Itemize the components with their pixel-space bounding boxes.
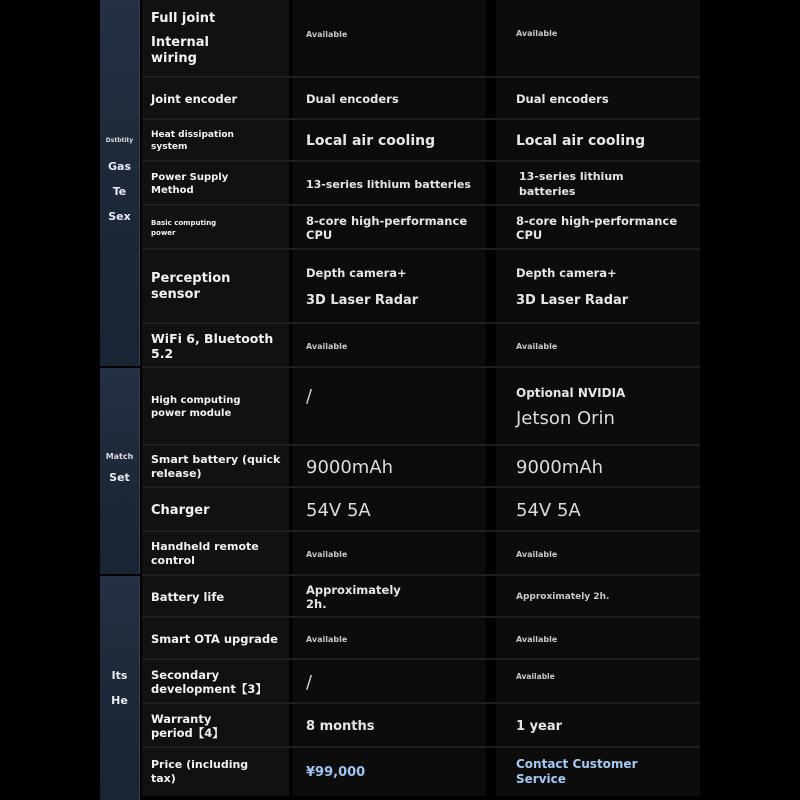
value-pro [496,488,700,532]
row-label-line: Full joint [151,11,216,26]
group-header-1 [100,0,140,366]
value-text: Optional NVIDIA [516,385,626,400]
value-text: 3D Laser Radar [516,293,629,308]
row-label [142,250,289,324]
value-text: / [306,386,313,407]
value-text: Local air cooling [306,133,436,149]
row-label-line: Price (including [151,758,249,771]
row-label [142,488,289,532]
value-text: Available [306,634,348,644]
contact-service-link[interactable]: Contact Customer [516,757,638,771]
value-text: Approximately [306,583,401,597]
value-standard [293,488,486,532]
row-label-line: Basic computing [151,219,217,227]
row-label-line: WiFi 6, Bluetooth 5.2 [151,331,274,361]
value-text: CPU [306,228,333,242]
row-label [142,162,289,206]
row-label [142,78,289,120]
value-text: Depth camera+ [306,266,407,280]
value-pro [496,532,700,576]
row-label [142,618,289,660]
row-label-line: Smart battery (quick [151,453,281,466]
value-standard [293,532,486,576]
value-text: Available [306,549,348,559]
row-label-line: Smart OTA upgrade [151,632,278,646]
row-label-line: High computing [151,395,241,406]
row-label-line: Handheld remote [151,540,259,553]
value-pro [496,446,700,488]
row-label [142,748,289,796]
value-standard [293,748,486,796]
group-header-2-small: Match [105,452,134,461]
row-label-line: release) [151,467,202,480]
value-standard [293,660,486,704]
row-label-line: Power Supply [151,172,229,183]
table-row [140,532,700,576]
row-label-line: Joint encoder [151,92,238,106]
value-text: Available [516,341,558,351]
value-pro [496,618,700,660]
row-label [142,0,289,78]
row-label-line: development【3】 [151,682,267,696]
value-text: Available [516,549,558,559]
value-pro [496,250,700,324]
value-text: Jetson Orin [516,407,615,429]
value-standard [293,0,486,78]
row-label [142,660,289,704]
table-row [140,78,700,120]
value-standard [293,368,486,446]
table-row [140,250,700,324]
value-pro [496,660,700,704]
value-text: Available [516,634,558,644]
value-text: 54V 5A [516,499,581,521]
value-text: Available [516,672,555,681]
value-text: 13-series lithium [519,170,624,183]
value-text: 8-core high-performance [306,214,468,228]
value-pro [496,120,700,162]
table-row [140,206,700,250]
table-row [140,446,700,488]
value-pro [496,0,700,78]
row-label-line: Battery life [151,590,225,604]
row-label [142,446,289,488]
row-label-line: period【4】 [151,726,224,740]
row-label-line: tax) [151,772,176,785]
value-text: / [306,671,313,693]
value-text: 9000mAh [516,456,604,478]
table-row [140,324,700,368]
table-row [140,120,700,162]
row-label [142,206,289,250]
value-text: batteries [519,185,576,198]
value-standard [293,120,486,162]
row-label-line: power [151,229,176,237]
price-value: ¥99,000 [306,764,366,780]
value-text: Available [306,30,348,39]
table-row [140,162,700,206]
value-text: CPU [516,228,543,242]
value-text: Dual encoders [516,92,609,106]
value-pro [496,324,700,368]
value-standard [293,78,486,120]
table-row [140,748,700,796]
value-standard [293,162,486,206]
value-standard [293,206,486,250]
table-row [140,618,700,660]
value-pro [496,576,700,618]
value-pro [496,748,700,796]
value-standard [293,704,486,748]
group-header-1-line: Gas [108,160,131,173]
row-label-line: control [151,554,195,567]
value-pro [496,162,700,206]
group-header-3 [100,576,140,800]
row-label-line: Method [151,185,194,196]
group-header-3-line: Its [111,669,128,682]
row-label-line: Charger [151,502,210,518]
value-text: Available [306,341,348,351]
row-label-line: Warranty [151,712,212,726]
table-row [140,660,700,704]
value-text: Local air cooling [516,133,646,149]
group-header-2-line: Set [109,471,130,484]
row-label-line: system [151,142,188,152]
table-row [140,0,700,78]
group-header-3-line: He [111,694,128,707]
value-text: 8 months [306,718,375,734]
group-header-1-line: Te [112,185,127,198]
row-label-line: Secondary [151,668,220,682]
value-text: 1 year [516,718,563,734]
row-label [142,704,289,748]
value-text: 9000mAh [306,456,394,478]
value-text: 8-core high-performance [516,214,678,228]
row-label [142,368,289,446]
group-header-1-small: Dstbtity [105,137,134,144]
row-label-line: wiring [151,51,197,66]
row-label [142,120,289,162]
row-label-line: Internal [151,35,210,50]
row-label-line: sensor [151,287,200,302]
value-standard [293,324,486,368]
row-label-line: Perception [151,271,231,286]
row-label [142,532,289,576]
group-header-2 [100,368,140,574]
value-standard [293,618,486,660]
value-text: 3D Laser Radar [306,293,419,308]
table-row [140,704,700,748]
value-pro [496,206,700,250]
row-label-line: Heat dissipation [151,130,234,140]
value-text: Depth camera+ [516,266,617,280]
value-pro [496,368,700,446]
value-text: Available [516,29,558,38]
value-text: Approximately 2h. [516,592,610,602]
row-label [142,576,289,618]
value-standard [293,446,486,488]
table-row [140,488,700,532]
value-standard [293,576,486,618]
value-standard [293,250,486,324]
row-label-line: power module [151,408,232,419]
value-text: 13-series lithium batteries [306,177,471,191]
contact-service-link[interactable]: Service [516,772,566,786]
group-header-1-line: Sex [108,210,131,223]
value-text: 2h. [306,597,327,611]
value-pro [496,704,700,748]
value-pro [496,78,700,120]
table-row [140,368,700,446]
spec-comparison-table [100,0,700,800]
table-row [140,576,700,618]
row-label [142,324,289,368]
value-text: Dual encoders [306,92,399,106]
value-text: 54V 5A [306,499,371,521]
